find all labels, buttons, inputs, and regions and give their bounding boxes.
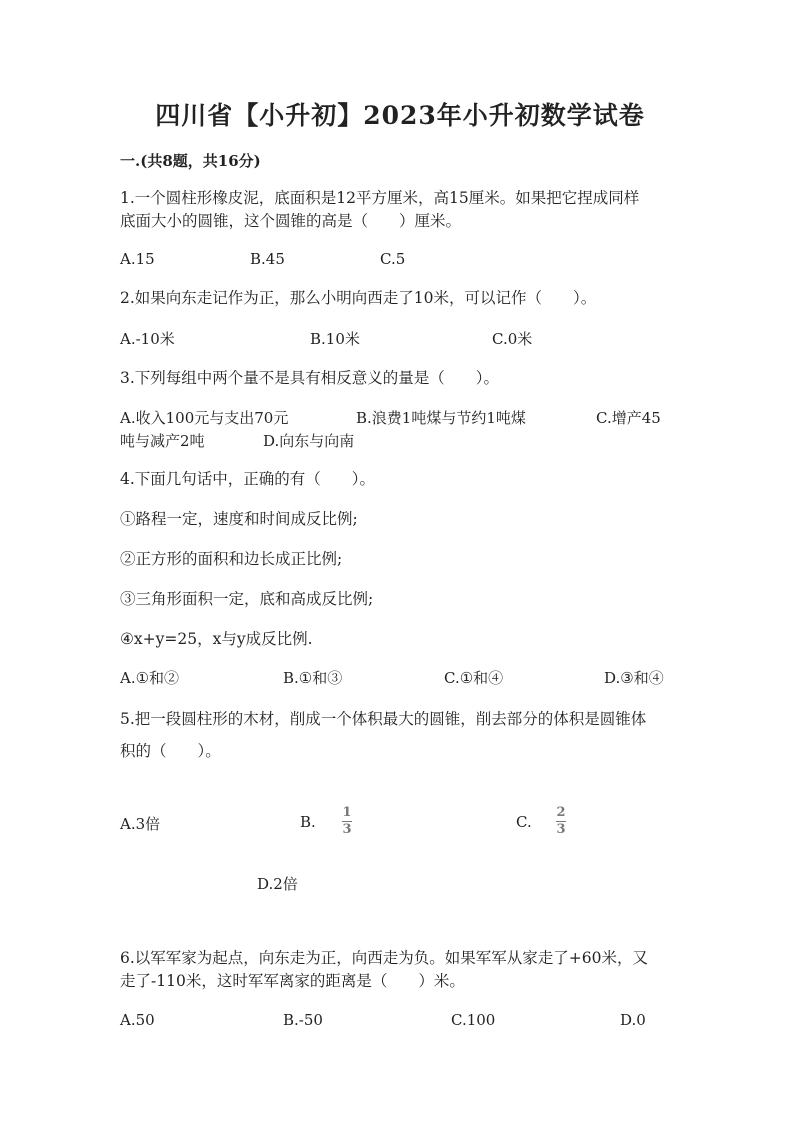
question-3-text: 3.下列每组中两个量不是具有相反意义的量是（ ）。 (120, 369, 500, 387)
question-3-option-c-part-1: C.增产45 (596, 409, 661, 427)
question-2-option-a: A.-10米 (120, 330, 175, 348)
question-1-option-a: A.15 (120, 250, 155, 268)
fraction-denominator: 3 (342, 822, 352, 837)
question-1-line-2: 底面大小的圆锥，这个圆锥的高是（ ）厘米。 (120, 212, 462, 230)
question-2-option-b: B.10米 (310, 330, 360, 348)
question-4-option-b: B.①和③ (283, 669, 343, 687)
question-4-item-3: ③三角形面积一定，底和高成反比例; (120, 590, 374, 608)
page-title: 四川省【小升初】2023年小升初数学试卷 (155, 101, 645, 130)
question-4-option-c: C.①和④ (444, 669, 504, 687)
question-4-option-d: D.③和④ (604, 669, 664, 687)
question-6-option-c: C.100 (451, 1011, 496, 1029)
question-2-text: 2.如果向东走记作为正，那么小明向西走了10米，可以记作（ ）。 (120, 289, 597, 307)
question-3-option-a: A.收入100元与支出70元 (120, 409, 289, 427)
section-heading: 一.(共8题，共16分) (120, 152, 261, 170)
question-5-line-1: 5.把一段圆柱形的木材，削成一个体积最大的圆锥，削去部分的体积是圆锥体 (120, 710, 647, 728)
question-4-item-1: ①路程一定，速度和时间成反比例; (120, 510, 358, 528)
question-3-option-d: D.向东与向南 (263, 432, 355, 450)
question-1-line-1: 1.一个圆柱形橡皮泥，底面积是12平方厘米，高15厘米。如果把它捏成同样 (120, 189, 640, 207)
question-6-option-d: D.0 (620, 1011, 646, 1029)
question-5-option-d: D.2倍 (257, 875, 298, 893)
question-1-option-c: C.5 (380, 250, 406, 268)
question-5-option-b-fraction (342, 806, 352, 837)
question-3-option-c-part-2: 吨与减产2吨 (120, 432, 205, 450)
question-3-option-b: B.浪费1吨煤与节约1吨煤 (356, 409, 526, 427)
question-6-option-b: B.-50 (283, 1011, 323, 1029)
question-4-item-2: ②正方形的面积和边长成正比例; (120, 550, 343, 568)
question-5-option-a: A.3倍 (120, 815, 161, 833)
question-1-option-b: B.45 (250, 250, 285, 268)
question-4-option-a: A.①和② (120, 669, 180, 687)
question-4-text: 4.下面几句话中，正确的有（ ）。 (120, 470, 376, 488)
question-5-option-c-fraction (556, 806, 566, 837)
question-4-item-4: ④x+y=25，x与y成反比例. (120, 630, 313, 648)
fraction-denominator: 3 (556, 822, 566, 837)
question-5-option-b-label: B. (300, 813, 316, 831)
question-6-line-2: 走了-110米，这时军军离家的距离是（ ）米。 (120, 972, 465, 990)
question-5-option-c-label: C. (516, 813, 532, 831)
fraction-numerator: 2 (556, 805, 566, 820)
question-6-option-a: A.50 (120, 1011, 155, 1029)
question-6-line-1: 6.以军军家为起点，向东走为正，向西走为负。如果军军从家走了+60米，又 (120, 949, 649, 967)
question-2-option-c: C.0米 (492, 330, 533, 348)
question-5-line-2: 积的（ ）。 (120, 742, 221, 760)
fraction-numerator: 1 (342, 805, 352, 820)
